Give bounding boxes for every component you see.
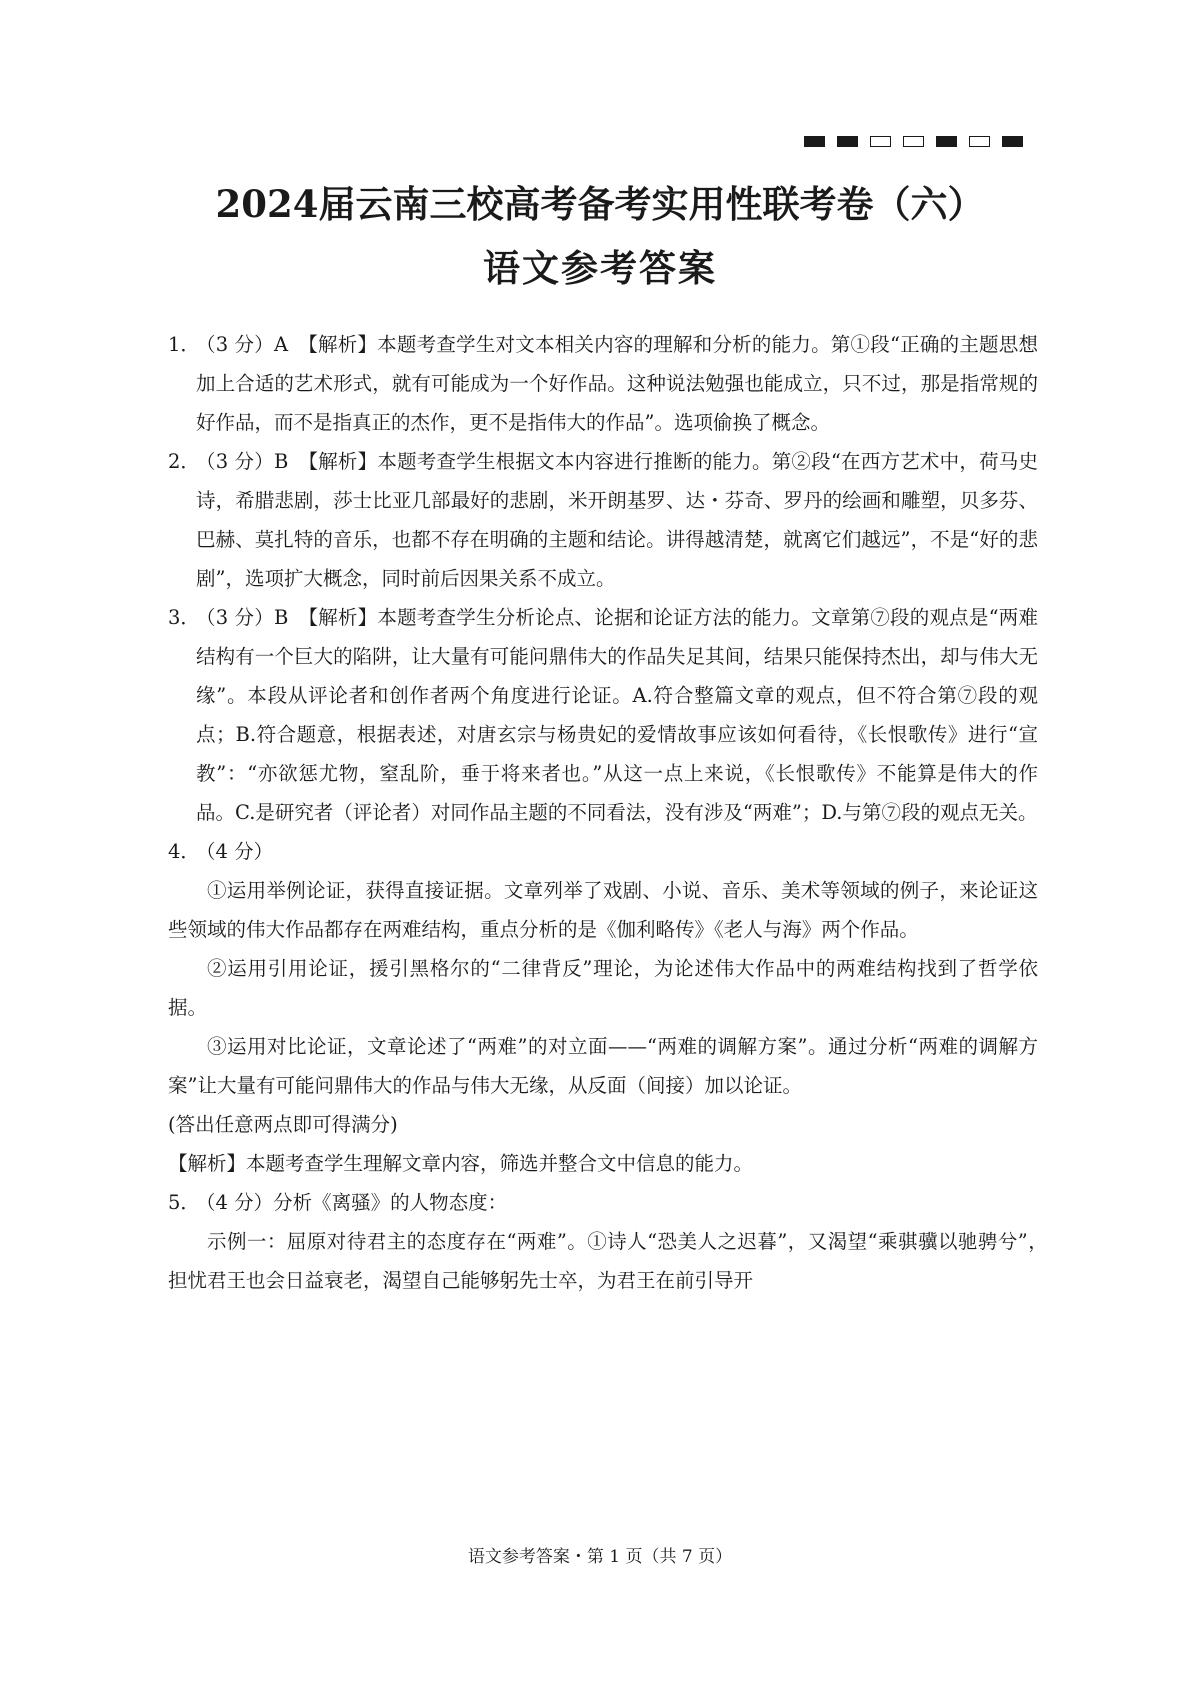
answer-point-1: ①运用举例论证，获得直接证据。文章列举了戏剧、小说、音乐、美术等领域的例子，来论证这些领域的伟大作品都存在两难结构，重点分析的是《伽利略传》《老人与海》两个作品。 xyxy=(168,879,1038,941)
page-subtitle: 语文参考答案 xyxy=(483,246,717,290)
empty-square-icon xyxy=(969,136,990,147)
filled-square-icon xyxy=(837,136,858,147)
page-title: 2024届云南三校高考备考实用性联考卷（六） xyxy=(215,182,985,226)
filled-square-icon xyxy=(1002,136,1023,147)
analysis-text: 【解析】本题考查学生理解文章内容，筛选并整合文中信息的能力。 xyxy=(168,1152,754,1175)
filled-square-icon xyxy=(936,136,957,147)
question-2 xyxy=(168,442,1038,598)
question-1 xyxy=(168,325,1038,442)
filled-square-icon xyxy=(804,136,825,147)
example-paragraph: 示例一：屈原对待君主的态度存在“两难”。①诗人“恐美人之迟暮”，又渴望“乘骐骥以驰骋兮”， 担忧君王也会日益衰老，渴望自己能够躬先士卒，为君王在前引导开 xyxy=(168,1230,1058,1292)
answer-point-3: ③运用对比论证，文章论述了“两难”的对立面——“两难的调解方案”。通过分析“两难的调解方案”让大量有可能问鼎伟大的作品与伟大无缘，从反面（间接）加以论证。 xyxy=(168,1035,1038,1097)
question-number: 4． xyxy=(168,840,200,863)
question-text: （3 分）B 【解析】本题考查学生根据文本内容进行推断的能力。第②段“在西方艺术中，荷马史诗，希腊悲剧，莎士比亚几部最好的悲剧，米开朗基罗、达・芬奇、罗丹的绘画和雕塑，贝多芬、巴赫、莫扎特的音乐，也都不存在明确的主题和结论。讲得越清楚，就离它们越远”，不是“好的悲剧”，选项扩大概念，同时前后因果关系不成立。 xyxy=(196,450,1038,590)
page-footer: 语文参考答案・第 1 页（共 7 页） xyxy=(467,1547,733,1567)
question-text: （3 分）B 【解析】本题考查学生分析论点、论据和论证方法的能力。文章第⑦段的观点是“两难结构有一个巨大的陷阱，让大量有可能问鼎伟大的作品失足其间，结果只能保持杰出，却与伟大无缘”。本段从评论者和创作者两个角度进行论证。A.符合整篇文章的观点，但不符合第⑦段的观点；B.符合题意，根据表述，对唐玄宗与杨贵妃的爱情故事应该如何看待，《长恨歌传》进行“宣教”：“亦欲惩尤物，窒乱阶，垂于将来者也。”从这一点上来说，《长恨歌传》不能算是伟大的作品。C.是研究者（评论者）对同作品主题的不同看法，没有涉及“两难”；D.与第⑦段的观点无关。 xyxy=(196,606,1038,824)
question-4 xyxy=(168,832,1038,871)
answer-point-2: ②运用引用论证，援引黑格尔的“二律背反”理论，为论述伟大作品中的两难结构找到了哲学依据。 xyxy=(168,957,1038,1019)
header-marks xyxy=(804,136,1023,147)
question-text: （3 分）A 【解析】本题考查学生对文本相关内容的理解和分析的能力。第①段“正确的主题思想加上合适的艺术形式，就有可能成为一个好作品。这种说法勉强也能成立，只不过，那是指常规的好作品，而不是指真正的杰作，更不是指伟大的作品”。选项偷换了概念。 xyxy=(196,333,1038,434)
question-number: 1． xyxy=(168,333,200,356)
question-3 xyxy=(168,598,1038,832)
empty-square-icon xyxy=(903,136,924,147)
question-number: 3． xyxy=(168,606,200,629)
question-5 xyxy=(168,1183,1038,1222)
question-heading: （4 分） xyxy=(196,840,274,863)
question-heading: （4 分）分析《离骚》的人物态度： xyxy=(196,1191,508,1214)
question-number: 2． xyxy=(168,450,200,473)
question-number: 5． xyxy=(168,1191,200,1214)
empty-square-icon xyxy=(870,136,891,147)
answer-content xyxy=(168,325,1058,1300)
scoring-note: (答出任意两点即可得满分) xyxy=(168,1113,398,1136)
